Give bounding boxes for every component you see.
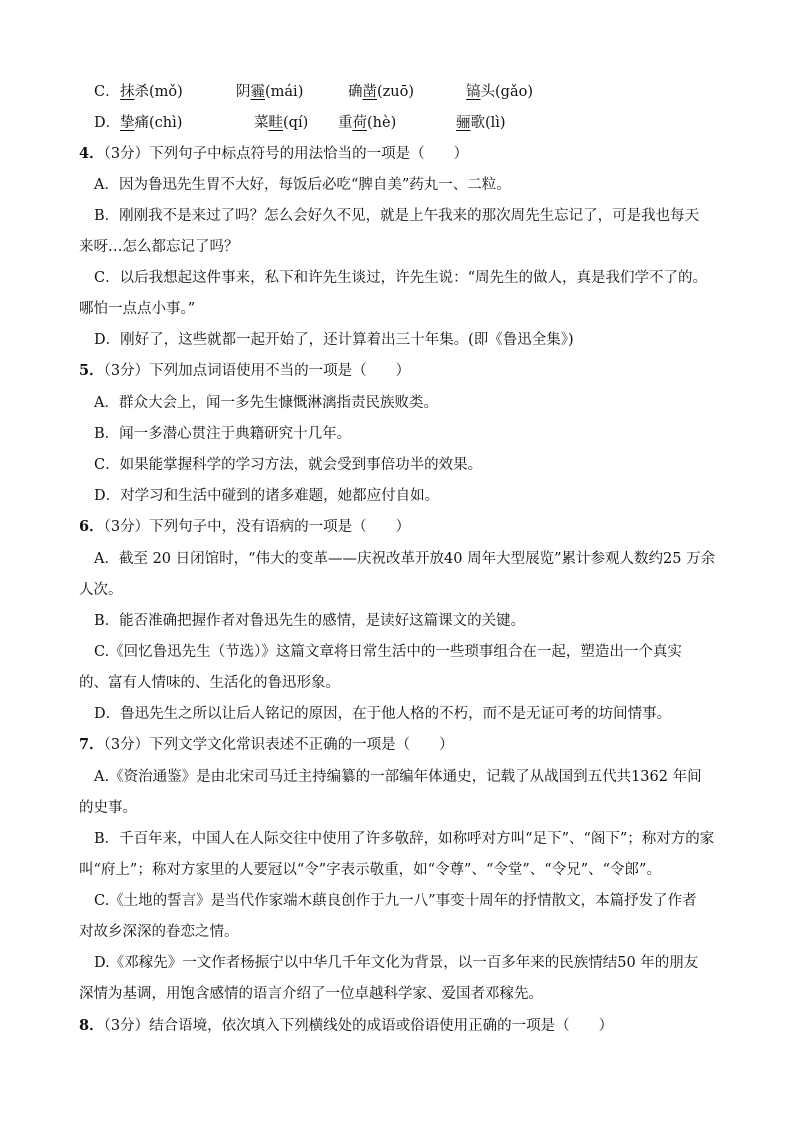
- question-number: 6．: [79, 518, 104, 535]
- question-number: 4．: [79, 145, 104, 162]
- option-letter: D．: [94, 115, 121, 131]
- q4-option-d: D．刚好了，这些就都一起开始了，还计算着出三十年集。(即《鲁迅全集》): [94, 332, 574, 348]
- question-5-stem: [79, 361, 410, 381]
- pinyin-item: 镐头(gǎo): [466, 84, 533, 100]
- q6-option-a-cont: 人次。: [79, 582, 123, 598]
- q4-option-c-cont: 哪怕一点点小事。”: [79, 301, 196, 317]
- option-letter: C．: [94, 84, 120, 100]
- q6-option-c: C.《回忆鲁迅先生（节选）》这篇文章将日常生活中的一些琐事组合在一起，塑造出一个真实: [94, 644, 682, 660]
- question-6-stem: [79, 517, 410, 537]
- q4-option-c: C．以后我想起这件事来，私下和许先生谈过，许先生说：“周先生的做人，真是我们学不了的。: [94, 270, 708, 286]
- q5-option-c: C．如果能掌握科学的学习方法，就会受到事倍功半的效果。: [94, 457, 483, 473]
- q6-option-a: A．截至 20 日闭馆时，“伟大的变革——庆祝改革开放40 周年大型展览”累计参观人数约25 万余: [94, 551, 716, 567]
- q7-option-c: C.《土地的誓言》是当代作家端木蕻良创作于九一八”事变十周年的抒情散文，本篇抒发了作者: [94, 893, 697, 909]
- q6-option-c-cont: 的、富有人情味的、生活化的鲁迅形象。: [79, 675, 340, 691]
- q4-option-b: B．刚刚我不是来过了吗？怎么会好久不见，就是上午我来的那次周先生忘记了，可是我也每天: [94, 208, 700, 224]
- q6-option-b: B．能否准确把握作者对鲁迅先生的感情，是读好这篇课文的关键。: [94, 613, 526, 629]
- question-text: （3分）结合语境，依次填入下列横线处的成语或俗语使用正确的一项是（ ）: [103, 1018, 614, 1034]
- pinyin-item: 抹杀(mǒ): [120, 84, 183, 100]
- q4-option-b-cont: 来呀…怎么都忘记了吗？: [79, 239, 239, 255]
- question-8-stem: [79, 1016, 613, 1036]
- q5-option-b: B．闻一多潜心贯注于典籍研究十几年。: [94, 426, 352, 442]
- q7-option-a-cont: 的史事。: [79, 800, 137, 816]
- pinyin-item: 骊歌(lì): [456, 115, 506, 131]
- question-text: （3分）下列加点词语使用不当的一项是（ ）: [103, 363, 411, 379]
- pinyin-item: 阴霾(mái): [236, 84, 304, 100]
- question-text: （3分）下列文学文化常识表述不正确的一项是（ ）: [103, 737, 454, 753]
- q4-option-a: A．因为鲁迅先生胃不大好，每饭后必吃“脾自美”药丸一、二粒。: [94, 177, 511, 193]
- pinyin-item: 挚痛(chì): [120, 115, 183, 131]
- q6-option-d: D．鲁迅先生之所以让后人铭记的原因，在于他人格的不朽，而不是无证可考的坊间情事。: [94, 706, 672, 722]
- q7-option-c-cont: 对故乡深深的眷恋之情。: [79, 924, 239, 940]
- question-text: （3分）下列句子中，没有语病的一项是（ ）: [103, 519, 411, 535]
- pinyin-item: 确凿(zuō): [348, 84, 415, 100]
- question-number: 5．: [79, 362, 104, 379]
- pinyin-item: 重荷(hè): [338, 115, 397, 131]
- question-number: 7．: [79, 736, 104, 753]
- q7-option-b: B．千百年来，中国人在人际交往中使用了许多敬辞，如称呼对方叫“足下”、“阁下”；称对方的家: [94, 831, 715, 847]
- q7-option-b-cont: 叫“府上”；称对方家里的人要冠以“令”字表示敬重，如“令尊”、“令堂”、“令兄”、“令郎”。: [79, 862, 661, 878]
- question-text: （3分）下列句子中标点符号的用法恰当的一项是（ ）: [103, 146, 469, 162]
- q7-option-a: A.《资治通鉴》是由北宋司马迁主持编纂的一部编年体通史，记载了从战国到五代共1362 年间: [94, 769, 702, 785]
- q7-option-d-cont: 深情为基调，用饱含感情的语言介绍了一位卓越科学家、爱国者邓稼先。: [79, 986, 543, 1002]
- q5-option-d: D．对学习和生活中碰到的诸多难题，她都应付自如。: [94, 488, 440, 504]
- question-7-stem: [79, 735, 454, 755]
- pinyin-item: 菜畦(qí): [254, 115, 309, 131]
- q5-option-a: A．群众大会上，闻一多先生慷慨淋漓指责民族败类。: [94, 395, 438, 411]
- question-4-stem: [79, 144, 468, 164]
- q7-option-d: D.《邓稼先》一文作者杨振宁以中华几千年文化为背景，以一百多年来的民族情结50 年的朋友: [94, 955, 699, 971]
- question-number: 8．: [79, 1017, 104, 1034]
